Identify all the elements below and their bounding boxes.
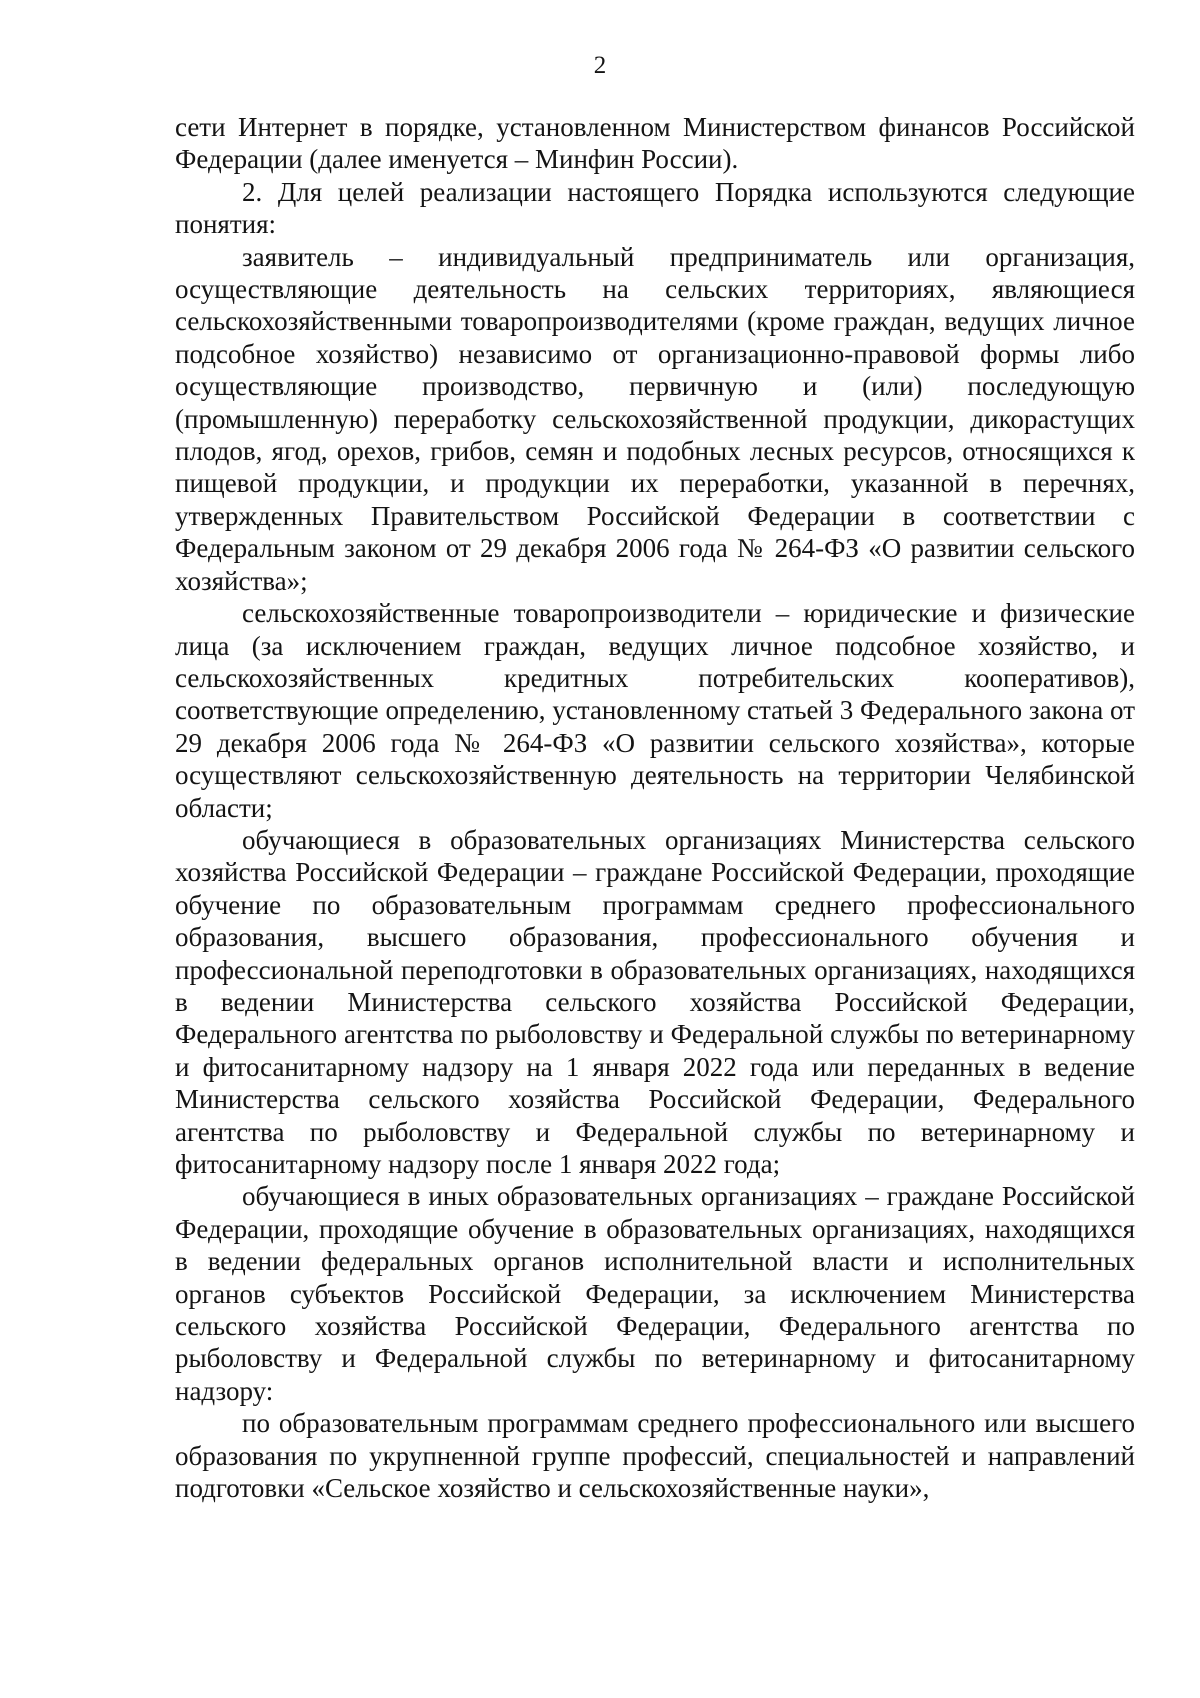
- page-number: 2: [593, 52, 607, 79]
- paragraph-educational-programs: по образовательным программам среднего профессионального или высшего образования по укрупненной группе профессий, специальностей и направлений подготовки «Сельское хозяйство и сельскохозяйственные науки»,: [175, 1408, 1135, 1504]
- paragraph-definition-students-ministry: обучающиеся в образовательных организациях Министерства сельского хозяйства Российской Федерации – граждане Российской Федерации, проходящие обучение по образовательным программам среднего профессионального образования, высшего образования, профессионального обучения и профессиональной переподготовки в образовательных организациях, находящихся в ведении Министерства сельского хозяйства Российской Федерации, Федерального агентства по рыболовству и Федеральной службы по ветеринарному и фитосанитарному надзору на 1 января 2022 года или переданных в ведение Министерства сельского хозяйства Российской Федерации, Федерального агентства по рыболовству и Федеральной службы по ветеринарному и фитосанитарному надзору после 1 января 2022 года;: [175, 824, 1135, 1179]
- document-body: [175, 111, 1135, 1504]
- paragraph-definition-producers: сельскохозяйственные товаропроизводители – юридические и физические лица (за исключением граждан, ведущих личное подсобное хозяйство, и сельскохозяйственных кредитных потребительских кооперативов), соответствующие определению, установленному статьей 3 Федерального закона от 29 декабря 2006 года № 264-ФЗ «О развитии сельского хозяйства», которые осуществляют сельскохозяйственную деятельность на территории Челябинской области;: [175, 598, 1135, 823]
- paragraph-continuation: сети Интернет в порядке, установленном Министерством финансов Российской Федерации (далее именуется – Минфин России).: [175, 112, 1135, 175]
- paragraph-definition-applicant: заявитель – индивидуальный предприниматель или организация, осуществляющие деятельность на сельских территориях, являющиеся сельскохозяйственными товаропроизводителями (кроме граждан, ведущих личное подсобное хозяйство) независимо от организационно-правовой формы либо осуществляющие производство, первичную и (или) последующую (промышленную) переработку сельскохозяйственной продукции, дикорастущих плодов, ягод, орехов, грибов, семян и подобных лесных ресурсов, относящихся к пищевой продукции, и продукции их переработки, указанной в перечнях, утвержденных Правительством Российской Федерации в соответствии с Федеральным законом от 29 декабря 2006 года № 264-ФЗ «О развитии сельского хозяйства»;: [175, 241, 1135, 596]
- paragraph-item-2: 2. Для целей реализации настоящего Порядка используются следующие понятия:: [175, 176, 1135, 240]
- paragraph-definition-students-other: обучающиеся в иных образовательных организациях – граждане Российской Федерации, проходящие обучение в образовательных организациях, находящихся в ведении федеральных органов исполнительной власти и исполнительных органов субъектов Российской Федерации, за исключением Министерства сельского хозяйства Российской Федерации, Федерального агентства по рыболовству и Федеральной службы по ветеринарному и фитосанитарному надзору:: [175, 1181, 1135, 1406]
